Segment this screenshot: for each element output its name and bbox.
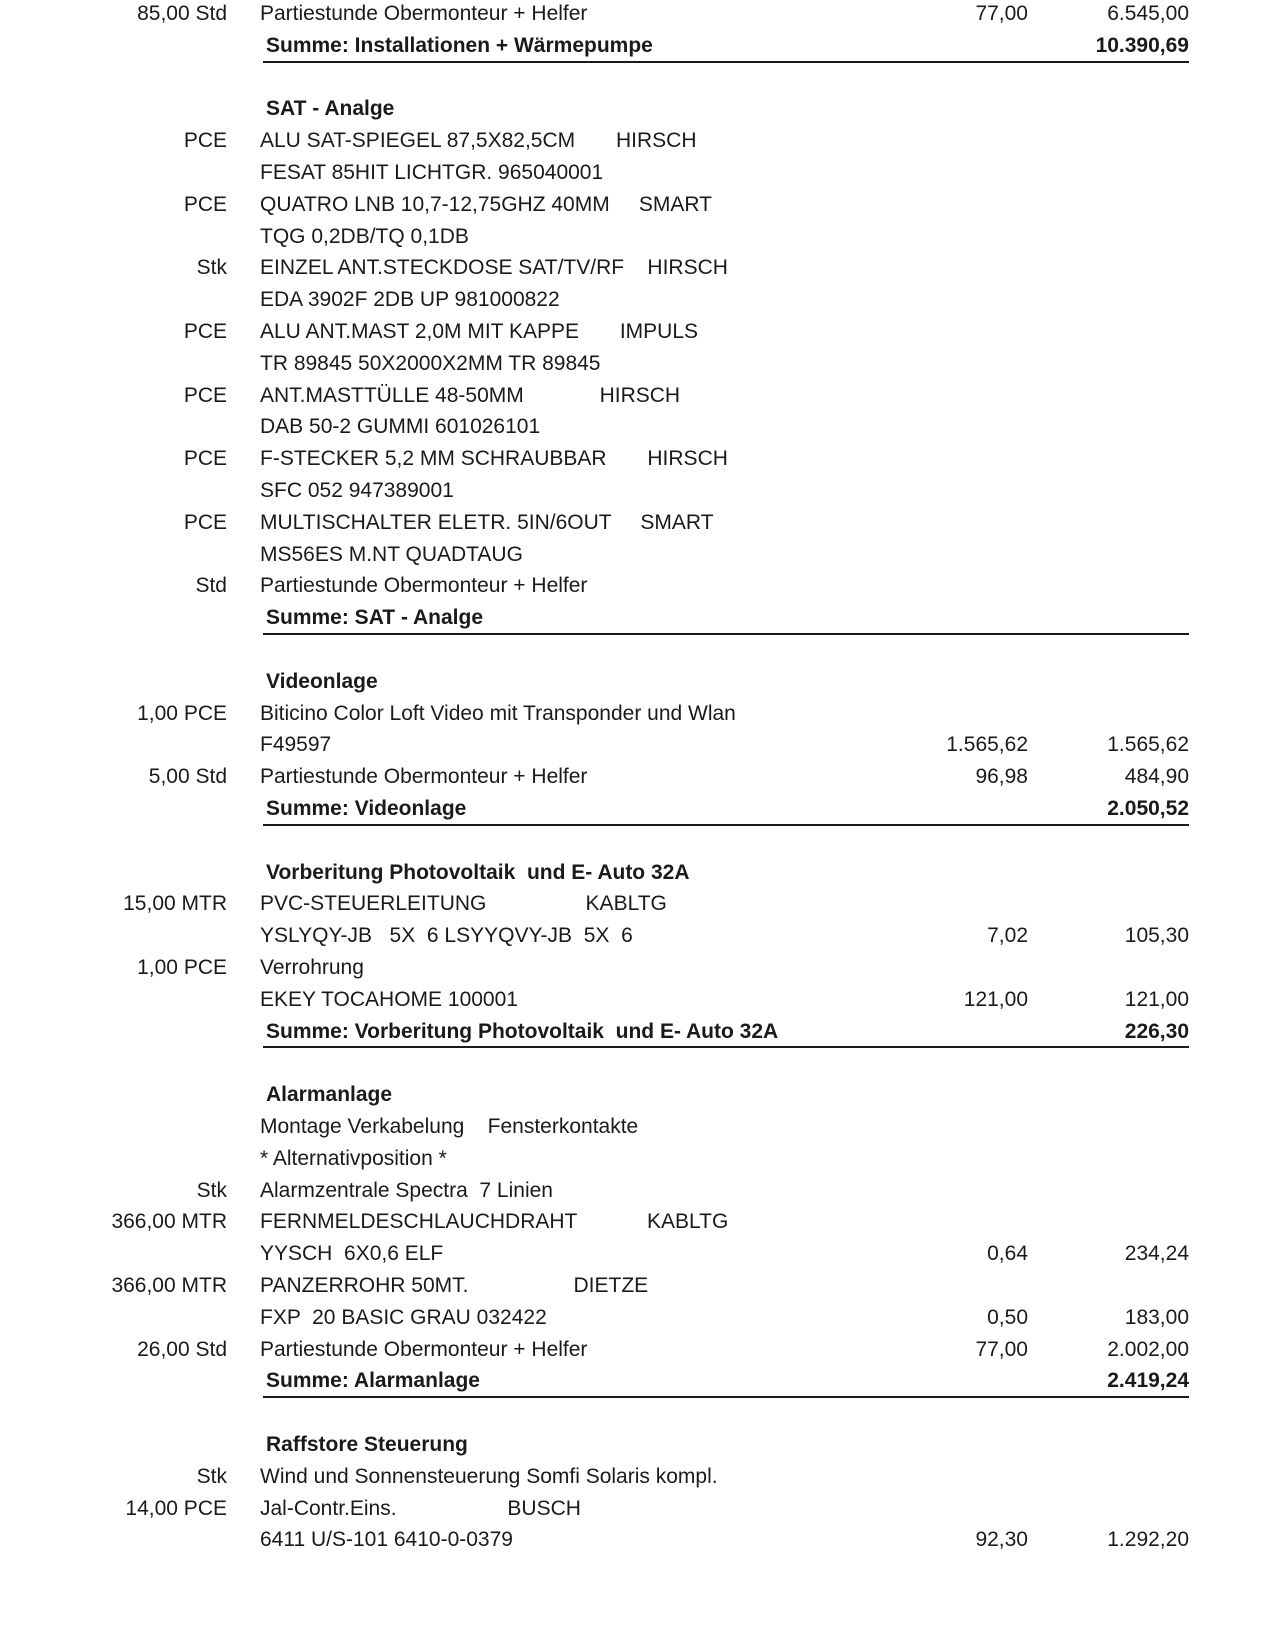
sum-label: Summe: Installationen + Wärmepumpe [266,34,653,57]
item-quantity: 5,00 Std [148,765,227,788]
item-description: TQG 0,2DB/TQ 0,1DB [260,225,469,248]
item-description: Alarmzentrale Spectra 7 Linien [260,1179,553,1202]
item-description: * Alternativposition * [260,1147,447,1170]
sum-underline [263,61,1189,63]
line-item [0,572,1280,604]
line-item [0,1240,1280,1272]
item-total: 1.565,62 [1107,733,1189,756]
item-total: 6.545,00 [1107,2,1189,25]
section-sum [0,795,1280,827]
item-description: Wind und Sonnensteuerung Somfi Solaris kompl. [260,1465,718,1488]
line-item [0,1145,1280,1177]
item-unit-price: 77,00 [975,2,1028,25]
item-description: F49597 [260,733,332,756]
line-item [0,763,1280,795]
section-heading [0,1431,1280,1463]
item-total: 1.292,20 [1107,1528,1189,1551]
line-item [0,731,1280,763]
line-item [0,0,1280,32]
line-item [0,445,1280,477]
item-total: 183,00 [1124,1306,1189,1329]
item-quantity: Stk [196,1465,227,1488]
item-unit-price: 121,00 [963,988,1028,1011]
item-description: ANT.MASTTÜLLE 48-50MM HIRSCH [260,384,681,407]
section-heading [0,1081,1280,1113]
item-description: ALU SAT-SPIEGEL 87,5X82,5CM HIRSCH [260,129,697,152]
line-item [0,541,1280,573]
item-description: TR 89845 50X2000X2MM TR 89845 [260,352,601,375]
item-unit-price: 0,50 [987,1306,1028,1329]
item-description: PANZERROHR 50MT. DIETZE [260,1274,649,1297]
line-item [0,223,1280,255]
sum-label: Summe: Alarmanlage [266,1369,480,1392]
sum-total: 2.050,52 [1107,797,1189,820]
item-description: 6411 U/S-101 6410-0-0379 [260,1528,513,1551]
line-item [0,890,1280,922]
item-quantity: PCE [183,384,227,407]
line-item [0,1304,1280,1336]
sum-underline [263,824,1189,826]
section-heading [0,95,1280,127]
item-description: Jal-Contr.Eins. BUSCH [260,1497,581,1520]
section-heading [0,859,1280,891]
item-description: FXP 20 BASIC GRAU 032422 [260,1306,547,1329]
item-quantity: 1,00 PCE [137,956,227,979]
sum-total: 226,30 [1124,1020,1189,1043]
item-description: Montage Verkabelung Fensterkontakte [260,1115,639,1138]
item-quantity: 14,00 PCE [125,1497,227,1520]
item-quantity: PCE [183,447,227,470]
item-quantity: PCE [183,320,227,343]
item-unit-price: 0,64 [987,1242,1028,1265]
item-unit-price: 92,30 [975,1528,1028,1551]
line-item [0,1177,1280,1209]
item-description: Verrohrung [260,956,364,979]
item-description: Partiestunde Obermonteur + Helfer [260,1338,588,1361]
item-description: YSLYQY-JB 5X 6 LSYYQVY-JB 5X 6 [260,924,633,947]
item-quantity: Stk [196,1179,227,1202]
item-description: SFC 052 947389001 [260,479,454,502]
line-item [0,954,1280,986]
sum-underline [263,1046,1189,1048]
item-description: MS56ES M.NT QUADTAUG [260,543,523,566]
item-unit-price: 77,00 [975,1338,1028,1361]
line-item [0,986,1280,1018]
item-description: MULTISCHALTER ELETR. 5IN/6OUT SMART [260,511,714,534]
line-item [0,1336,1280,1368]
item-total: 105,30 [1124,924,1189,947]
section-sum [0,604,1280,636]
item-description: F-STECKER 5,2 MM SCHRAUBBAR HIRSCH [260,447,728,470]
line-item [0,318,1280,350]
line-item [0,700,1280,732]
item-description: EKEY TOCAHOME 100001 [260,988,518,1011]
item-description: DAB 50-2 GUMMI 601026101 [260,415,541,438]
item-quantity: PCE [183,129,227,152]
item-total: 234,24 [1124,1242,1189,1265]
line-item [0,382,1280,414]
section-title: Raffstore Steuerung [266,1433,468,1456]
item-quantity: 366,00 MTR [111,1210,227,1233]
line-item [0,1113,1280,1145]
line-item [0,286,1280,318]
sum-label: Summe: Videonlage [266,797,467,820]
item-description: EINZEL ANT.STECKDOSE SAT/TV/RF HIRSCH [260,256,728,279]
line-item [0,922,1280,954]
line-item [0,413,1280,445]
item-unit-price: 7,02 [987,924,1028,947]
section-title: Alarmanlage [266,1083,393,1106]
line-item [0,1272,1280,1304]
section-heading [0,668,1280,700]
item-description: Partiestunde Obermonteur + Helfer [260,765,588,788]
item-quantity: 366,00 MTR [111,1274,227,1297]
item-quantity: Std [195,574,227,597]
section-sum [0,32,1280,64]
item-unit-price: 96,98 [975,765,1028,788]
item-quantity: 15,00 MTR [123,892,227,915]
line-item [0,509,1280,541]
section-title: Videonlage [266,670,378,693]
item-quantity: Stk [196,256,227,279]
line-item [0,477,1280,509]
item-description: FESAT 85HIT LICHTGR. 965040001 [260,161,604,184]
line-item [0,1526,1280,1558]
item-description: EDA 3902F 2DB UP 981000822 [260,288,560,311]
item-total: 2.002,00 [1107,1338,1189,1361]
line-item [0,254,1280,286]
sum-total: 10.390,69 [1095,34,1189,57]
item-quantity: 85,00 Std [137,2,227,25]
line-item [0,1463,1280,1495]
item-total: 121,00 [1124,988,1189,1011]
item-description: PVC-STEUERLEITUNG KABLTG [260,892,667,915]
sum-label: Summe: SAT - Analge [266,606,484,629]
item-description: ALU ANT.MAST 2,0M MIT KAPPE IMPULS [260,320,699,343]
line-item [0,159,1280,191]
sum-underline [263,633,1189,635]
item-quantity: 26,00 Std [137,1338,227,1361]
line-item [0,127,1280,159]
section-title: SAT - Analge [266,97,395,120]
item-description: YYSCH 6X0,6 ELF [260,1242,444,1265]
line-item [0,350,1280,382]
item-quantity: PCE [183,193,227,216]
item-total: 484,90 [1124,765,1189,788]
line-item [0,191,1280,223]
item-description: FERNMELDESCHLAUCHDRAHT KABLTG [260,1210,729,1233]
item-description: Biticino Color Loft Video mit Transponder und Wlan [260,702,736,725]
section-title: Vorberitung Photovoltaik und E- Auto 32A [266,861,690,884]
sum-total: 2.419,24 [1107,1369,1189,1392]
item-description: QUATRO LNB 10,7-12,75GHZ 40MM SMART [260,193,713,216]
line-item [0,1495,1280,1527]
sum-label: Summe: Vorberitung Photovoltaik und E- Auto 32A [266,1020,779,1043]
line-item [0,1208,1280,1240]
section-sum [0,1367,1280,1399]
sum-underline [263,1396,1189,1398]
item-quantity: 1,00 PCE [137,702,227,725]
item-description: Partiestunde Obermonteur + Helfer [260,2,588,25]
item-description: Partiestunde Obermonteur + Helfer [260,574,588,597]
item-quantity: PCE [183,511,227,534]
item-unit-price: 1.565,62 [946,733,1028,756]
